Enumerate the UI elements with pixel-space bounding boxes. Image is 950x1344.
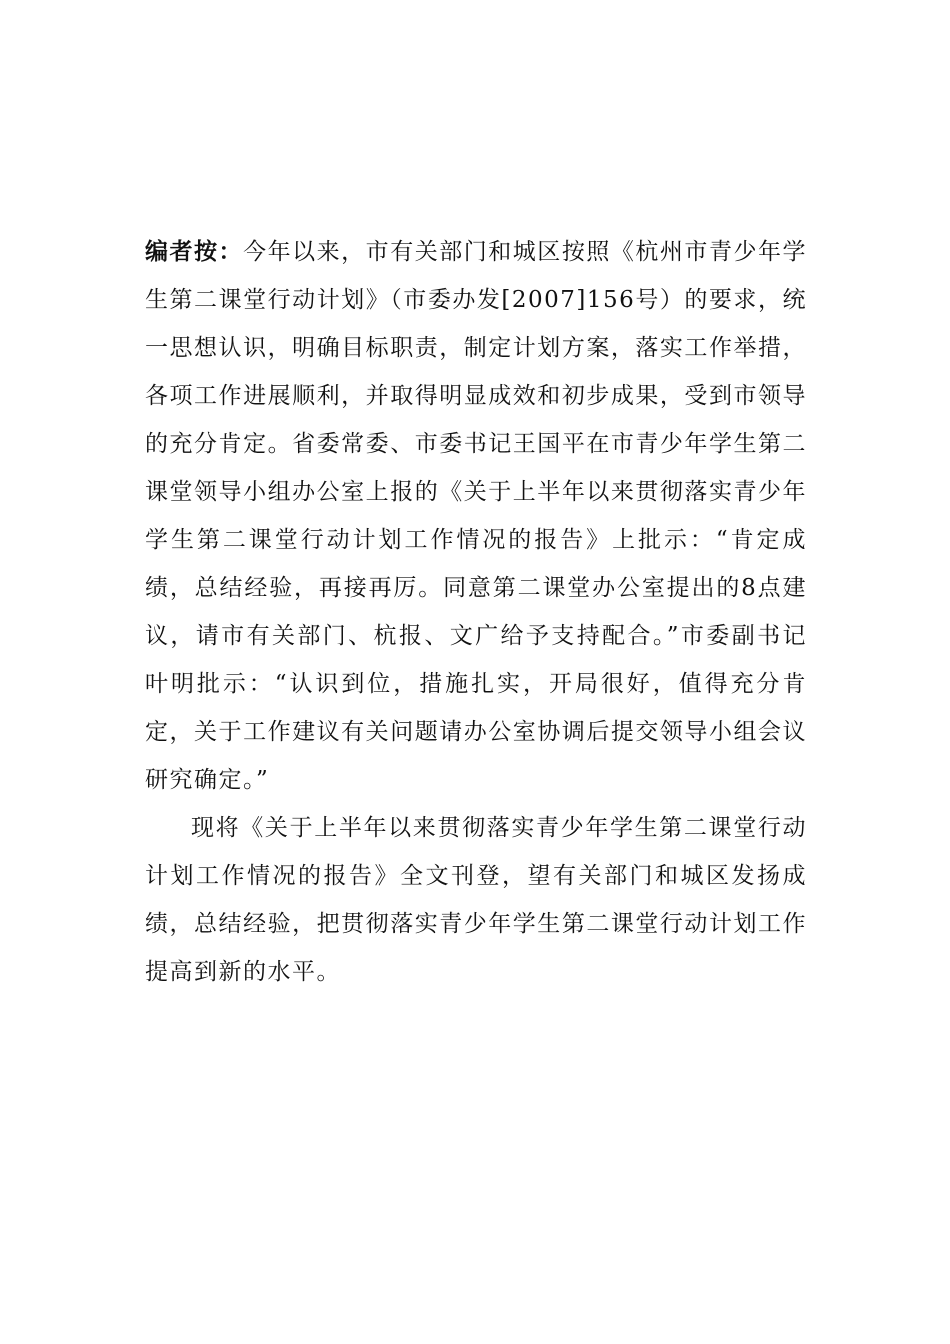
- paragraph-1-text: 今年以来，市有关部门和城区按照《杭州市青少年学生第二课堂行动计划》（市委办发[2007]156号）的要求，统一思想认识，明确目标职责，制定计划方案，落实工作举措，各项工作进展顺利，并取得明显成效和初步成果，受到市领导的充分肯定。省委常委、市委书记王国平在市青少年学生第二课堂领导小组办公室上报的《关于上半年以来贯彻落实青少年学生第二课堂行动计划工作情况的报告》上批示：“肯定成绩，总结经验，再接再厉。同意第二课堂办公室提出的8点建议，请市有关部门、杭报、文广给予支持配合。”市委副书记叶明批示：“认识到位，措施扎实，开局很好，值得充分肯定，关于工作建议有关问题请办公室协调后提交领导小组会议研究确定。”: [145, 239, 808, 793]
- paragraph-2-text: 现将《关于上半年以来贯彻落实青少年学生第二课堂行动计划工作情况的报告》全文刊登，望有关部门和城区发扬成绩，总结经验，把贯彻落实青少年学生第二课堂行动计划工作提高到新的水平。: [145, 815, 807, 985]
- editor-note-paragraph-1: [145, 228, 807, 804]
- editor-note-label: 编者按：: [145, 239, 244, 265]
- editor-note: [145, 228, 807, 996]
- editor-note-paragraph-2: [145, 804, 807, 996]
